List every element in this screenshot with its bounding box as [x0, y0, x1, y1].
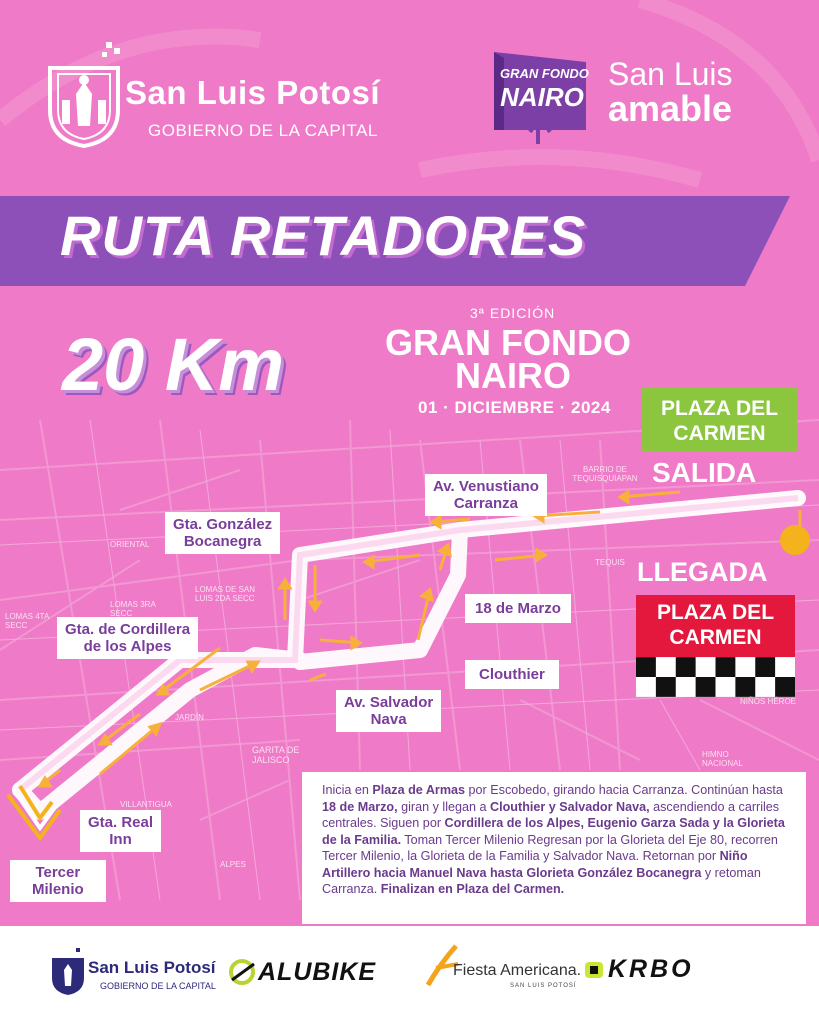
label-gonzalez-line1: Gta. González [173, 516, 273, 533]
label-cordillera-line2: de los Alpes [83, 638, 172, 655]
route-title: RUTA RETADORES [60, 204, 587, 267]
start-label: SALIDA [652, 457, 757, 488]
label-venustiano-line1: Av. Venustiano [433, 478, 539, 495]
desc-text-5: Toman Tercer Milenio Regresan por la Glorieta del Eje 80, recorren Tercer Milenio, la Glorieta de la Familia y Salvador Nava. Retornan por [322, 832, 778, 863]
label-venustiano-line2: Carranza [453, 495, 519, 512]
map-label-lomas-2: LOMAS DE SAN LUIS 2DA SECC [195, 585, 256, 603]
label-real-inn [80, 810, 161, 852]
distance: 20 Km [62, 323, 285, 406]
map-label-lomas-4: LOMAS 4TA SECC [5, 612, 49, 630]
finish-place-line1: PLAZA DEL [656, 601, 775, 624]
desc-bold-6: Finalizan en Plaza del Carmen. [380, 882, 565, 896]
footer-slp-coat-of-arms-icon [50, 948, 86, 996]
checkered-flag-icon [636, 657, 795, 697]
event-name-line1: GRAN FONDO [385, 322, 631, 363]
krbo-logo-icon [584, 961, 604, 979]
label-18-de-marzo [465, 594, 571, 623]
label-marzo-text: 18 de Marzo [475, 600, 561, 617]
desc-bold-3: Clouthier y Salvador Nava, [490, 799, 650, 814]
route-description [322, 782, 797, 898]
fiesta-americana-subtitle: SAN LUIS POTOSÍ [510, 983, 577, 989]
start-place-line1: PLAZA DEL [660, 397, 779, 420]
footer-slp-subtitle: GOBIERNO DE LA CAPITAL [100, 981, 216, 991]
fiesta-americana-logo: Fiesta Americana. [453, 962, 582, 979]
desc-text-6: y retoman Carranza. [322, 865, 761, 896]
amable-logo-line1: San Luis [608, 56, 733, 92]
desc-text-1: Inicia en [322, 783, 373, 797]
map-label-himno: HIMNO NACIONAL [702, 750, 743, 768]
edition: 3ª EDICIÓN [470, 305, 556, 321]
map-label-lomas-3: LOMAS 3RA SECC [110, 600, 156, 618]
label-milenio-line1: Tercer [35, 864, 81, 881]
finish-place [636, 600, 795, 650]
slp-title: San Luis Potosí [125, 74, 381, 111]
label-gonzalez-line2: Bocanegra [183, 533, 262, 550]
label-gonzalez-bocanegra [165, 512, 280, 554]
label-clouthier [465, 660, 559, 689]
desc-bold-1: Plaza de Armas [372, 783, 466, 797]
desc-text-4: ascendiendo a carriles centrales. Siguen por [322, 799, 780, 830]
label-real-line2: Inn [109, 831, 132, 848]
desc-bold-2: 18 de Marzo, [322, 799, 398, 814]
label-clouthier-text: Clouthier [479, 666, 545, 683]
finish-label: LLEGADA [637, 557, 768, 587]
start-place [642, 396, 797, 446]
finish-marker [780, 525, 810, 555]
map-label-villantigua: VILLANTIGUA [120, 800, 173, 809]
gfn-logo-line2: NAIRO [500, 82, 584, 112]
label-salvador-nava [336, 690, 441, 732]
map-label-jardin: JARDÍN [175, 713, 204, 722]
krbo-logo: KRBO [608, 955, 694, 983]
desc-bold-4: Cordillera de los Alpes, Eugenio Garza Sada y la Glorieta de la Familia. [322, 816, 785, 847]
map-label-alpes: ALPES [220, 860, 246, 869]
map-label-ninos-heroes: NIÑOS HÉROE [740, 697, 797, 706]
gfn-logo-line1: GRAN FONDO [500, 66, 589, 81]
label-milenio-line2: Milenio [32, 881, 84, 898]
label-cordillera-alpes [57, 617, 198, 659]
label-venustiano-carranza [425, 474, 547, 516]
finish-place-line2: CARMEN [669, 626, 762, 649]
desc-text-2: por Escobedo, girando hacia Carranza. Continúan hasta [465, 783, 783, 797]
amable-logo-line2: amable [608, 88, 733, 129]
alubike-logo-icon [228, 958, 258, 986]
event-name-line2: NAIRO [455, 355, 571, 396]
map-label-garita: GARITA DE JALISCO [252, 745, 300, 765]
map-label-tequisquiapan: BARRIO DE TEQUISQUIAPAN [572, 465, 638, 483]
map-label-tequis: TEQUIS [595, 558, 625, 567]
map-label-oriental: ORIENTAL [110, 540, 150, 549]
label-nava-line1: Av. Salvador [344, 694, 434, 711]
desc-bold-5: Niño Artillero hacia Manuel Nava hasta Glorieta González Bocanegra [322, 849, 748, 880]
label-cordillera-line1: Gta. de Cordillera [65, 621, 191, 638]
label-nava-line2: Nava [370, 711, 407, 728]
slp-subtitle: GOBIERNO DE LA CAPITAL [148, 121, 378, 140]
footer-slp-title: San Luis Potosí [88, 958, 216, 977]
desc-text-3: giran y llegan a [397, 799, 491, 814]
label-tercer-milenio [10, 860, 106, 902]
start-place-line2: CARMEN [673, 422, 766, 445]
event-date: 01 · DICIEMBRE · 2024 [418, 398, 611, 417]
alubike-logo: ALUBIKE [258, 958, 377, 986]
label-real-line1: Gta. Real [88, 814, 154, 831]
